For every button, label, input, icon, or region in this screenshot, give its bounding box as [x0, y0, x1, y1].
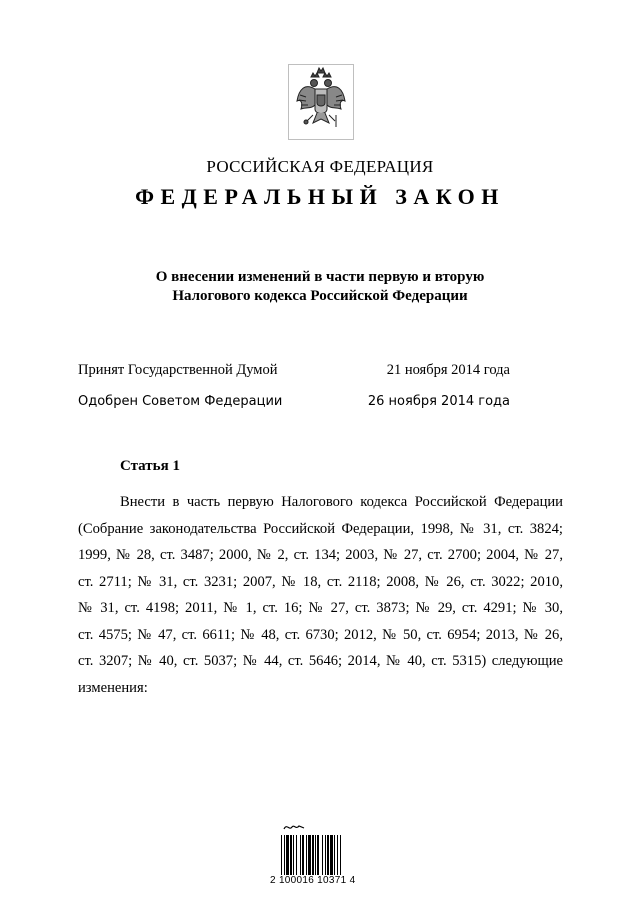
article-text-line: ст. 4575; № 47, ст. 6611; № 48, ст. 6730; 2012, № 50, ст. 6954; 2013, № 26,: [78, 626, 563, 643]
article-body: [78, 489, 563, 701]
barcode-bar: [284, 835, 285, 875]
barcode-bar: [302, 835, 304, 875]
barcode-bar: [306, 835, 307, 875]
barcode-bar: [340, 835, 341, 875]
barcode-bar: [330, 835, 333, 875]
law-title: [0, 268, 640, 306]
barcode-bar: [322, 835, 323, 875]
duma-adoption-label: Принят Государственной Думой: [78, 362, 278, 378]
signature-mark-icon: [282, 822, 306, 832]
barcode-bar: [290, 835, 292, 875]
article-text-line: 1999, № 28, ст. 3487; 2000, № 2, ст. 134; 2003, № 27, ст. 2700; 2004, № 27,: [78, 547, 563, 563]
barcode-number: 2 100016 10371 4: [270, 875, 356, 886]
country-name: РОССИЙСКАЯ ФЕДЕРАЦИЯ: [206, 157, 434, 176]
barcode-bar: [293, 835, 294, 875]
barcode-bars: [281, 835, 357, 875]
barcode-bar: [300, 835, 301, 875]
barcode-bar: [308, 835, 311, 875]
barcode-bar: [296, 835, 297, 875]
council-approval-label: Одобрен Советом Федерации: [78, 394, 283, 409]
barcode-icon: [268, 822, 368, 890]
coat-of-arms-icon: [288, 64, 354, 140]
article-text-line: ст. 2711; № 31, ст. 3231; 2007, № 18, ст. 2118; 2008, № 26, ст. 3022; 2010,: [78, 573, 563, 590]
barcode-bar: [334, 835, 335, 875]
barcode-bar: [337, 835, 338, 875]
article-heading: Статья 1: [120, 458, 180, 474]
duma-adoption-date: 21 ноября 2014 года: [386, 362, 510, 378]
duma-adoption-row: [78, 362, 510, 379]
barcode-bar: [286, 835, 289, 875]
article-text-line: Внести в часть первую Налогового кодекса Российской Федерации: [120, 494, 563, 510]
article-text-line: (Собрание законодательства Российской Федерации, 1998, № 31, ст. 3824;: [78, 520, 563, 537]
barcode-bar: [327, 835, 329, 875]
barcode-bar: [325, 835, 326, 875]
article-text-line: изменения:: [78, 679, 148, 696]
article-text-line: ст. 3207; № 40, ст. 5037; № 44, ст. 5646; 2014, № 40, ст. 5315) следующие: [78, 653, 563, 669]
article-text-line: № 31, ст. 4198; 2011, № 1, ст. 16; № 27, ст. 3873; № 29, ст. 4291; № 30,: [78, 600, 563, 616]
barcode-bar: [312, 835, 314, 875]
barcode-bar: [281, 835, 282, 875]
council-approval-date: 26 ноября 2014 года: [367, 394, 510, 409]
law-title-line-2: Налогового кодекса Российской Федерации: [172, 288, 468, 304]
law-title-line-1: О внесении изменений в части первую и вторую: [155, 269, 485, 285]
barcode-bar: [317, 835, 319, 875]
council-approval-row: [78, 394, 510, 409]
barcode-bar: [315, 835, 316, 875]
law-type-heading: ФЕДЕРАЛЬНЫЙ ЗАКОН: [135, 184, 505, 209]
